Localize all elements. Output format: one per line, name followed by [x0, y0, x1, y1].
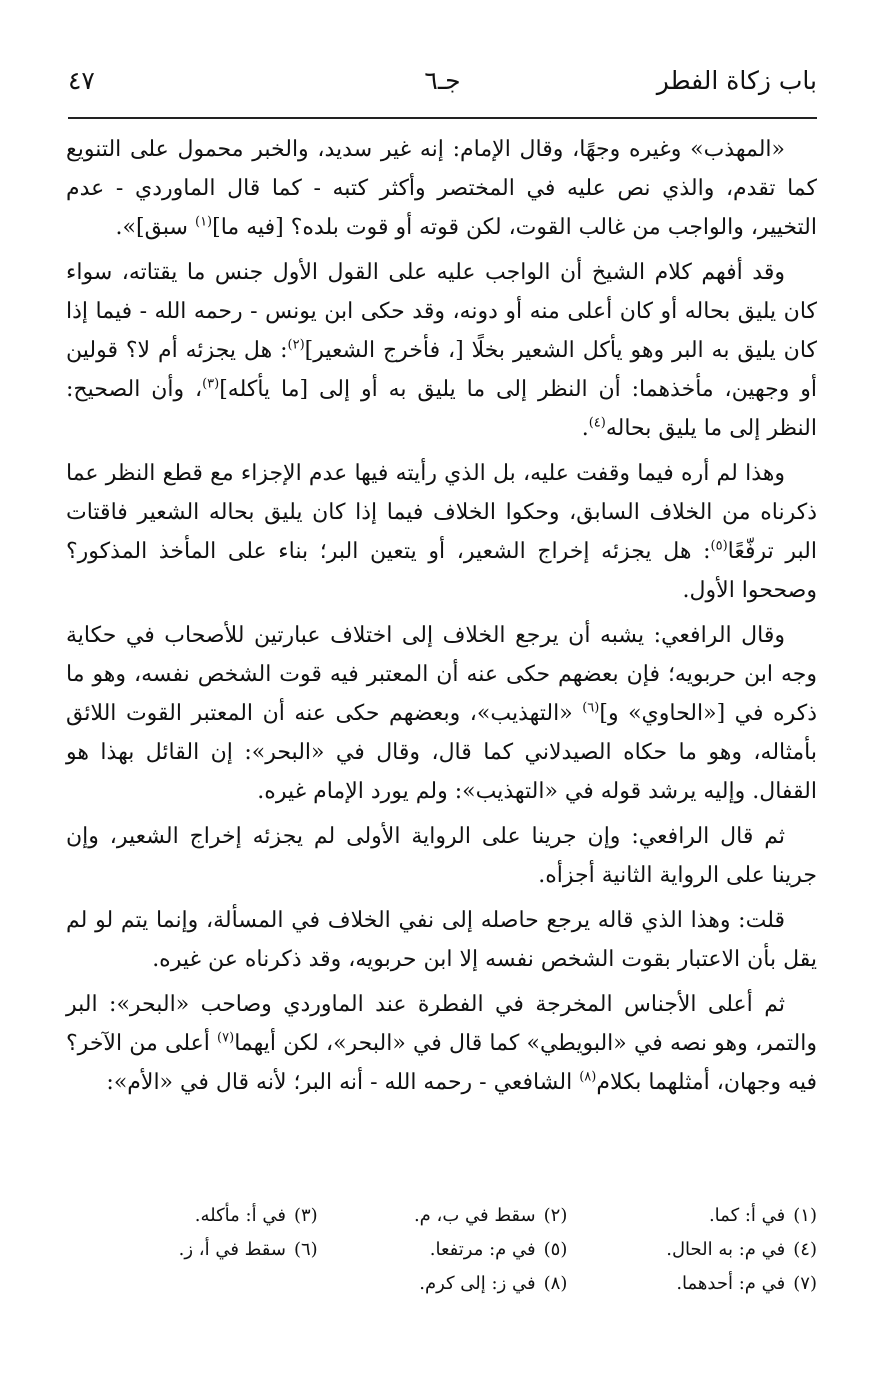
paragraph	[66, 985, 817, 1102]
footnote-text: في م: أحدهما.	[676, 1273, 786, 1294]
footnote-number: (٨)	[543, 1273, 568, 1294]
paragraph	[66, 253, 817, 448]
footnote-number: (٤)	[793, 1239, 817, 1260]
footnote-text: في ز: إلى كرم.	[419, 1273, 536, 1294]
footnote-ref: (٤)	[588, 415, 606, 431]
footnote	[68, 1234, 318, 1266]
footnote-number: (٢)	[543, 1205, 568, 1226]
footnotes	[68, 1200, 817, 1300]
page-number: ٤٧	[68, 66, 95, 95]
footnote	[567, 1234, 817, 1266]
text-run: «المهذب» وغيره وجهًا، وقال الإمام: إنه غير سديد، والخبر محمول على التنويع كما تقدم، والذي نص عليه في المختصر وأكثر كتبه - كما قال الماوردي - عدم التخيير، والواجب من غالب القوت، لكن قوته أو قوت بلده؟ [فيه ما]	[66, 137, 817, 240]
footnote-ref: (٥)	[710, 538, 728, 554]
text-run: سبق]».	[115, 215, 195, 240]
text-run: ، وأن الصحيح: النظر إلى ما يليق بحاله	[66, 377, 817, 441]
paragraph	[66, 817, 817, 895]
footnote-ref: (٧)	[217, 1030, 235, 1046]
running-header	[68, 58, 817, 104]
footnote-ref: (٢)	[287, 337, 305, 353]
text-run: ثم أعلى الأجناس المخرجة في الفطرة عند الماوردي وصاحب «البحر»: البر والتمر، وهو نصه في «البويطي» كما قال في «البحر»، لكن أيهما	[66, 992, 817, 1056]
footnote	[567, 1200, 817, 1232]
text-run: ثم قال الرافعي: وإن جرينا على الرواية الأولى لم يجزئه إخراج الشعير، وإن جرينا على الرواية الثانية أجزأه.	[66, 824, 817, 888]
footnote-number: (٦)	[293, 1239, 318, 1260]
footnote-ref: (١)	[194, 214, 213, 230]
footnote-number: (١)	[793, 1205, 817, 1226]
text-run: «التهذيب»، وبعضهم حكى عنه أن المعتبر القوت اللائق بأمثاله، وهو ما حكاه الصيدلاني كما قال، وقال في «البحر»: إن القائل بهذا هو القفال. وإليه يرشد قوله في «التهذيب»: ولم يورد الإمام غيره.	[66, 701, 817, 804]
footnote	[68, 1200, 318, 1232]
footnote-ref: (٦)	[582, 700, 600, 716]
text-run: : هل يجزئه أم لا؟ قولين أو وجهين، مأخذهما: أن النظر إلى ما يليق به أو إلى [ما يأكله]	[66, 338, 818, 402]
footnote	[318, 1268, 568, 1300]
text-run: أعلى من الآخر؟ فيه وجهان، أمثلهما بكلام	[66, 1031, 817, 1095]
paragraph	[66, 901, 817, 979]
footnote-number: (٧)	[793, 1273, 817, 1294]
footnote-text: سقط في أ، ز.	[178, 1239, 286, 1260]
text-run: الشافعي - رحمه الله - أنه البر؛ لأنه قال في «الأم»:	[106, 1070, 580, 1095]
chapter-title: باب زكاة الفطر	[656, 66, 817, 95]
footnote-text: في م: به الحال.	[666, 1239, 786, 1260]
footnote-ref: (٣)	[202, 376, 220, 392]
volume-label: جـ٦	[424, 66, 461, 95]
paragraph	[66, 130, 817, 247]
main-text	[66, 130, 817, 1108]
footnote-text: في أ: كما.	[708, 1205, 786, 1226]
text-run: وقد أفهم كلام الشيخ أن الواجب عليه على القول الأول جنس ما يقتاته، سواء كان يليق بحاله أو كان أعلى منه أو دونه، وقد حكى ابن يونس - رحمه الله - فيما إذا كان يليق به البر وهو يأكل الشعير بخلًا [، فأخرج الشعير]	[66, 260, 817, 363]
footnote	[318, 1234, 568, 1266]
text-run: وقال الرافعي: يشبه أن يرجع الخلاف إلى اختلاف عبارتين للأصحاب في حكاية وجه ابن حربويه؛ فإن بعضهم حكى عنه أن المعتبر فيه قوت الشخص نفسه، وهو ما ذكره في [«الحاوي» و]	[66, 623, 817, 726]
text-run: : هل يجزئه إخراج الشعير، أو يتعين البر؛ بناء على المأخذ المذكور؟ وصححوا الأول.	[66, 539, 817, 603]
footnote	[567, 1268, 817, 1300]
footnote-number: (٣)	[293, 1205, 318, 1226]
text-run: .	[581, 416, 589, 441]
footnote-text: في أ: مأكله.	[194, 1205, 286, 1226]
paragraph	[66, 616, 817, 811]
paragraph	[66, 454, 817, 610]
footnote	[318, 1200, 568, 1232]
footnote-text: سقط في ب، م.	[413, 1205, 536, 1226]
footnote-ref: (٨)	[579, 1069, 597, 1085]
text-run: قلت: وهذا الذي قاله يرجع حاصله إلى نفي الخلاف في المسألة، وإنما يتم لو لم يقل بأن الاعتبار بقوت الشخص نفسه إلا ابن حربويه، وقد ذكرناه عن غيره.	[66, 908, 817, 972]
header-divider	[68, 117, 817, 119]
footnote-text: في م: مرتفعا.	[429, 1239, 536, 1260]
footnote-number: (٥)	[543, 1239, 568, 1260]
text-run: وهذا لم أره فيما وقفت عليه، بل الذي رأيته فيها عدم الإجزاء مع قطع النظر عما ذكرناه من الخلاف السابق، وحكوا الخلاف فيما إذا كان يليق بحاله الشعير فاقتات البر ترفّعًا	[66, 461, 817, 564]
